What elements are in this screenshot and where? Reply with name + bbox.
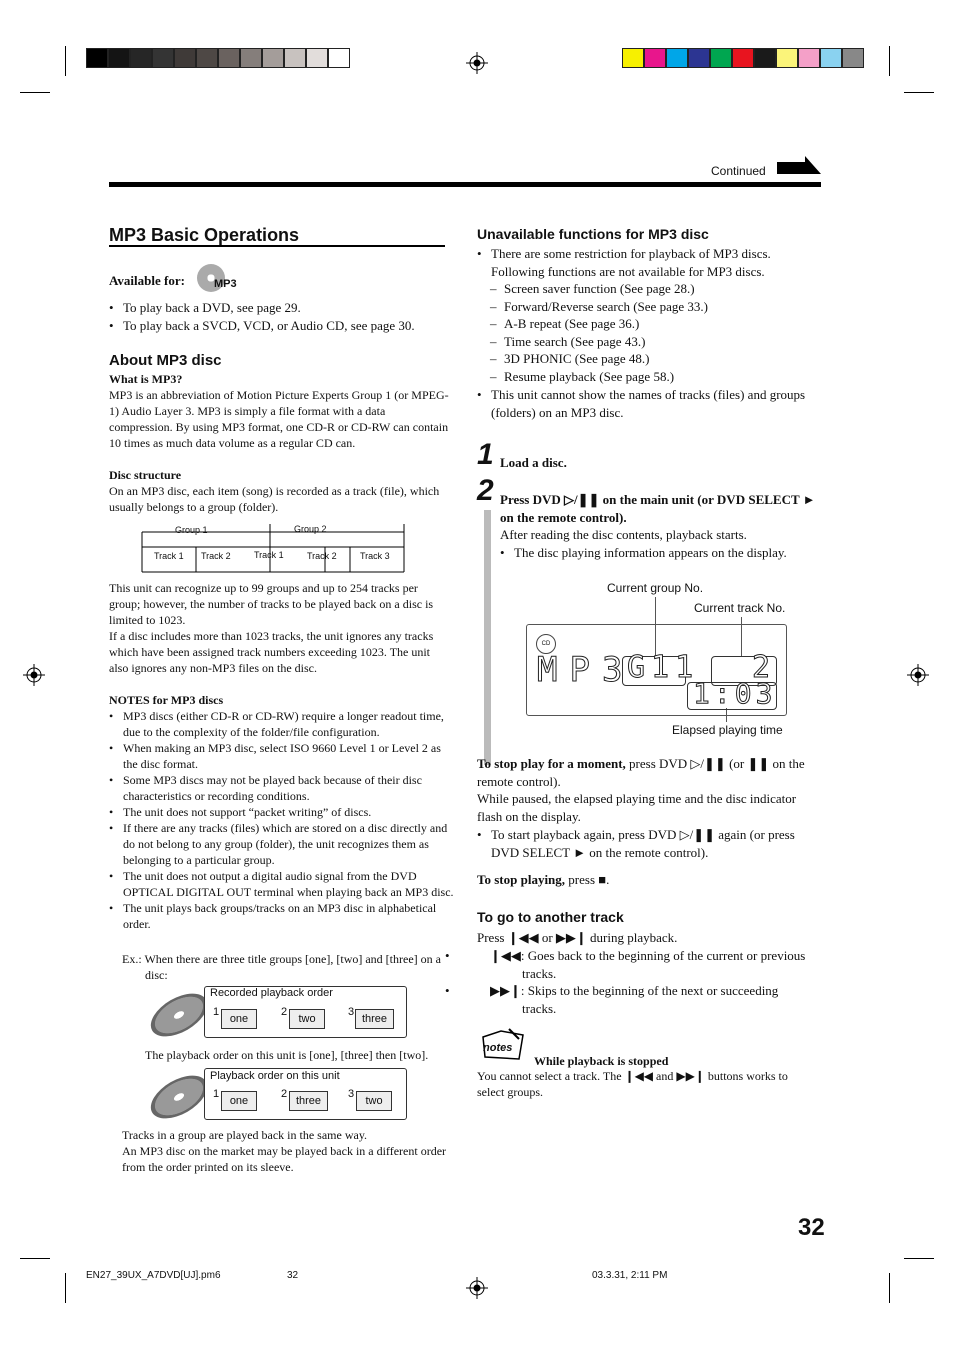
- list-item: – Forward/Reverse search (See page 33.): [490, 298, 820, 316]
- disc-structure-heading: Disc structure: [109, 468, 182, 482]
- tail-text: Tracks in a group are played back in the same way.: [122, 1128, 368, 1142]
- crop-mark: [904, 92, 934, 93]
- color-swatch: [710, 48, 732, 68]
- list-item: • The unit plays back groups/tracks on an MP3 disc in alphabetical order.: [109, 900, 454, 932]
- notes-mp3-list: [109, 708, 454, 932]
- color-swatch: [130, 48, 152, 68]
- display-time: 1:03: [693, 677, 777, 710]
- step2-text: Press DVD ▷/❚❚ on the main unit (or DVD SELECT ► on the remote control).: [500, 492, 816, 525]
- display-group: G11: [627, 650, 700, 685]
- color-swatch: [754, 48, 776, 68]
- order-number: 3: [348, 1088, 355, 1100]
- unavailable-functions: [490, 280, 820, 385]
- list-item: – Time search (See page 43.): [490, 333, 820, 351]
- crop-mark: [20, 1258, 50, 1259]
- color-swatch: [776, 48, 798, 68]
- disc-structure-text: On an MP3 disc, each item (song) is recorded as a track (file), which usually belongs to a group (folder).: [109, 484, 440, 514]
- crop-mark: [889, 46, 890, 76]
- elapsed-time-label: Elapsed playing time: [672, 723, 783, 737]
- color-swatch: [798, 48, 820, 68]
- footer-date: 03.3.31, 2:11 PM: [592, 1270, 668, 1281]
- current-track-label: Current track No.: [694, 601, 786, 615]
- registration-mark-icon: [23, 664, 45, 686]
- diagram-group-label: Group 1: [175, 525, 208, 535]
- crop-mark: [904, 1258, 934, 1259]
- diagram-track-label: Track 1: [154, 551, 184, 561]
- order-item: three: [289, 1091, 328, 1111]
- step-number: 2: [477, 474, 494, 507]
- diagram-track-label: Track 1: [254, 550, 284, 560]
- color-swatch: [240, 48, 262, 68]
- notes-heading: While playback is stopped: [534, 1054, 669, 1068]
- goto-list: [477, 947, 807, 1017]
- diagram-track-label: Track 3: [360, 551, 390, 561]
- notes-mp3-heading: NOTES for MP3 discs: [109, 693, 224, 707]
- unavailable-tail: [477, 386, 822, 421]
- mp3-badge: MP3: [214, 278, 237, 290]
- color-swatch: [284, 48, 306, 68]
- leader-line: [655, 597, 656, 657]
- stop-playing-desc: press ■.: [565, 872, 610, 887]
- current-group-label: Current group No.: [607, 581, 704, 595]
- color-swatch: [174, 48, 196, 68]
- color-swatch: [622, 48, 644, 68]
- step-number: 1: [477, 438, 494, 471]
- recognize-text: This unit can recognize up to 99 groups and up to 254 tracks per group; however, the number of tracks to be played back on a disc is limited to 1023.: [109, 581, 434, 627]
- color-swatch: [688, 48, 710, 68]
- leader-line: [726, 708, 727, 722]
- what-heading: What is MP3?: [109, 372, 183, 386]
- color-swatch: [842, 48, 864, 68]
- list-item: • The disc playing information appears on the display.: [500, 544, 820, 562]
- list-item: • ❙◀◀: Goes back to the beginning of the current or previous tracks.: [477, 947, 807, 982]
- list-item: – A-B repeat (See page 36.): [490, 315, 820, 333]
- diagram-group-label: Group 2: [294, 524, 327, 534]
- display-track: 2: [752, 650, 783, 685]
- order-number: 2: [281, 1088, 288, 1100]
- list-item: • There are some restriction for playback of MP3 discs. Following functions are not available for MP3 discs.: [477, 245, 822, 280]
- crop-mark: [65, 1273, 66, 1303]
- continued-label: Continued: [711, 164, 766, 178]
- available-list: [109, 299, 454, 334]
- list-item: • When making an MP3 disc, select ISO 9660 Level 1 or Level 2 as the disc format.: [109, 740, 454, 772]
- paused-bullets: [477, 826, 822, 861]
- color-swatch: [218, 48, 240, 68]
- footer-file: EN27_39UX_A7DVD[UJ].pm6: [86, 1270, 221, 1281]
- color-swatch: [306, 48, 328, 68]
- cd-indicator: CD: [536, 634, 556, 654]
- page-title: MP3 Basic Operations: [109, 225, 300, 245]
- list-item: – Resume playback (See page 58.): [490, 368, 820, 386]
- order-number: 1: [213, 1088, 220, 1100]
- step-bar: [484, 510, 491, 765]
- color-swatch: [732, 48, 754, 68]
- stop-moment-desc: press DVD ▷/❚❚ (or ❚❚ on the remote control).: [477, 756, 805, 789]
- diagram-track-label: Track 2: [201, 551, 231, 561]
- notes-icon-label: notes: [483, 1042, 513, 1054]
- step1-text: Load a disc.: [500, 455, 567, 470]
- crop-mark: [889, 1273, 890, 1303]
- list-item: • If there are any tracks (files) which are stored on a disc directly and do not belong to any group (folder), the unit recognizes them as belonging to a particular group.: [109, 820, 454, 868]
- color-swatch: [108, 48, 130, 68]
- step2-after: After reading the disc contents, playback starts.: [500, 527, 747, 542]
- tail-text: An MP3 disc on the market may be played back in a different order from the order printed on its sleeve.: [122, 1144, 447, 1174]
- crop-mark: [20, 92, 50, 93]
- list-item: • This unit cannot show the names of tracks (files) and groups (folders) on an MP3 disc.: [477, 386, 822, 421]
- list-item: • The unit does not output a digital audio signal from the DVD OPTICAL DIGITAL OUT terminal when playing back an MP3 disc.: [109, 868, 454, 900]
- list-item: – Screen saver function (See page 28.): [490, 280, 820, 298]
- list-item: • ▶▶❙: Skips to the beginning of the next or succeeding tracks.: [477, 982, 807, 1017]
- order-number: 1: [213, 1006, 220, 1018]
- goto-heading: To go to another track: [477, 909, 624, 925]
- stop-playing-label: To stop playing,: [477, 872, 566, 887]
- color-swatch: [666, 48, 688, 68]
- stop-moment-label: To stop play for a moment,: [477, 756, 626, 771]
- stop-playing-text: [477, 871, 609, 889]
- color-swatch: [196, 48, 218, 68]
- color-swatch: [86, 48, 108, 68]
- order-box-label: Playback order on this unit: [210, 1070, 340, 1082]
- registration-mark-icon: [466, 1277, 488, 1299]
- list-item: • MP3 discs (either CD-R or CD-RW) require a longer readout time, due to the complexity of the folder/file configuration.: [109, 708, 454, 740]
- order-item: one: [221, 1009, 257, 1029]
- stop-moment-text: [477, 755, 822, 790]
- order-item: two: [289, 1009, 325, 1029]
- list-item: • To play back a DVD, see page 29.: [109, 299, 454, 317]
- list-item: • To play back a SVCD, VCD, or Audio CD, see page 30.: [109, 317, 454, 335]
- title-rule: [109, 245, 445, 247]
- unavailable-list: [477, 245, 822, 280]
- color-swatch: [328, 48, 350, 68]
- example-text: Ex.: When there are three title groups [one], [two] and [three] on a disc:: [122, 952, 441, 982]
- header-rule: [109, 182, 821, 187]
- notes-text: You cannot select a track. The ❙◀◀ and ▶▶❙ buttons works to select groups.: [477, 1069, 788, 1099]
- leader-line: [741, 617, 742, 657]
- available-for-label: Available for:: [109, 273, 185, 288]
- order-item: one: [221, 1091, 257, 1111]
- color-swatch: [644, 48, 666, 68]
- list-item: – 3D PHONIC (See page 48.): [490, 350, 820, 368]
- order-item: two: [356, 1091, 392, 1111]
- goto-text: Press ❙◀◀ or ▶▶❙ during playback.: [477, 930, 678, 945]
- what-text: MP3 is an abbreviation of Motion Picture Experts Group 1 (or MPEG-1) Audio Layer 3. MP3 is simply a file format with a data compression. By using MP3 format, one CD-R or CD-RW can contain 10 times as much data volume as a regular CD can.: [109, 388, 449, 450]
- registration-mark-icon: [466, 52, 488, 74]
- ignore-text: If a disc includes more than 1023 tracks, the unit ignores any tracks which have been assigned track numbers exceeding 1023. The unit also ignores any non-MP3 files on the disc.: [109, 629, 434, 675]
- registration-mark-icon: [907, 664, 929, 686]
- list-item: • Some MP3 discs may not be played back because of their disc characteristics or recording conditions.: [109, 772, 454, 804]
- color-swatch: [152, 48, 174, 68]
- display-mp3: MP3: [537, 650, 635, 690]
- order-box-label: Recorded playback order: [210, 987, 333, 999]
- order-mid-text: The playback order on this unit is [one], [three] then [two].: [145, 1048, 429, 1062]
- continued-arrow-icon: [777, 156, 821, 178]
- order-number: 2: [281, 1006, 288, 1018]
- step2-bullets: [500, 544, 820, 562]
- color-swatch: [820, 48, 842, 68]
- page-number: 32: [798, 1214, 825, 1241]
- list-item: • To start playback again, press DVD ▷/❚❚ again (or press DVD SELECT ► on the remote control).: [477, 826, 822, 861]
- order-number: 3: [348, 1006, 355, 1018]
- crop-mark: [65, 46, 66, 76]
- about-heading: About MP3 disc: [109, 352, 222, 369]
- paused-text: While paused, the elapsed playing time and the disc indicator flash on the display.: [477, 791, 797, 824]
- footer-page: 32: [287, 1270, 299, 1281]
- unavailable-heading: Unavailable functions for MP3 disc: [477, 226, 709, 242]
- list-item: • The unit does not support “packet writing” of discs.: [109, 804, 454, 820]
- diagram-track-label: Track 2: [307, 551, 337, 561]
- color-swatch: [262, 48, 284, 68]
- order-item: three: [355, 1009, 394, 1029]
